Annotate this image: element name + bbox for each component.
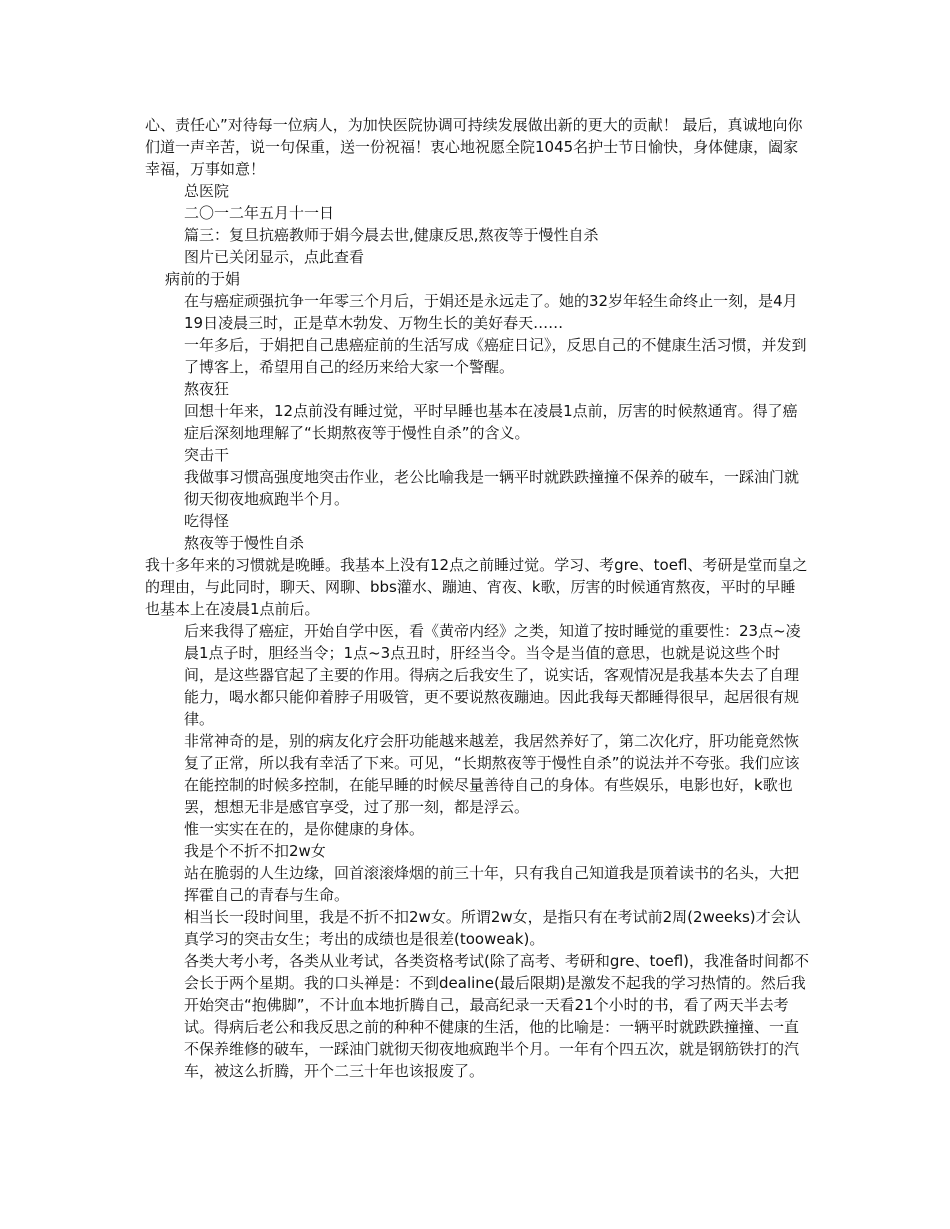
paragraph-2w-definition: 相当长一段时间里，我是不折不扣2w女。所谓2w女，是指只有在考试前2周(2weeks)才会认真学习的突击女生；考出的成绩也是很差(tooweak)。 (184, 908, 801, 948)
paragraph-passing: 在与癌症顽强抗争一年零三个月后，于娟还是永远走了。她的32岁年轻生命终止一刻，是4月19日凌晨三时，正是草木勃发、万物生长的美好春天…… (184, 292, 798, 332)
paragraph-tcm: 后来我得了癌症，开始自学中医，看《黄帝内经》之类，知道了按时睡觉的重要性：23点~凌晨1点子时，胆经当令；1点~3点丑时，肝经当令。当令是当值的意思，也就是说这些个时间，是这些器官起了主要的作用。得病之后我安生了，说实话，客观情况是我基本失去了自理能力，喝水都只能仰着脖子用吸管，更不要说熬夜蹦迪。因此我每天都睡得很早，起居很有规律。 (184, 622, 801, 728)
subheading-2w: 我是个不折不扣2w女 (184, 842, 326, 860)
document-body (145, 114, 810, 1082)
paragraph-exams: 各类大考小考，各类从业考试，各类资格考试(除了高考、考研和gre、toefl)，我准备时间都不会长于两个星期。我的口头禅是：不到dealine(最后限期)是激发不起我的学习热情的。然后我开始突击“抱佛脚”，不计血本地折腾自己，最高纪录一天看21个小时的书，看了两天半去考试。得病后老公和我反思之前的种种不健康的生活，他的比喻是：一辆平时就跌跌撞撞、一直不保养维修的破车，一踩油门就彻天彻夜地疯跑半个月。一年有个四五次，就是钢筋铁打的汽车，被这么折腾，开个二三十年也该报废了。 (184, 952, 810, 1080)
paragraph-health: 惟一实实在在的，是你健康的身体。 (184, 820, 425, 838)
paragraph-late-nights: 回想十年来，12点前没有睡过觉，平时早睡也基本在凌晨1点前，厉害的时候熬通宵。得了癌症后深刻地理解了“长期熬夜等于慢性自杀”的含义。 (184, 402, 798, 442)
image-caption: 病前的于娟 (165, 270, 241, 288)
paragraph-recovery: 非常神奇的是，别的病友化疗会肝功能越来越差，我居然养好了，第二次化疗，肝功能竟然恢复了正常，所以我有幸活了下来。可见，“长期熬夜等于慢性自杀”的说法并不夸张。我们应该在能控制的时候多控制，在能早睡的时候尽量善待自己的身体。有些娱乐，电影也好，k歌也罢，想想无非是感官享受，过了那一刻，都是浮云。 (184, 732, 800, 816)
paragraph-signature-date: 二〇一二年五月十一日 (184, 204, 335, 222)
subheading-cramming: 突击干 (184, 446, 230, 464)
paragraph-sleep-habits: 我十多年来的习惯就是晚睡。我基本上没有12点之前睡过觉。学习、考gre、toefl、考研是堂而皇之的理由，与此同时，聊天、网聊、bbs灌水、蹦迪、宵夜、k歌，厉害的时候通宵熬夜，平时的早睡也基本上在凌晨1点前后。 (145, 556, 808, 618)
image-placeholder-link[interactable]: 图片已关闭显示，点此查看 (184, 248, 365, 266)
paragraph-reflection: 站在脆弱的人生边缘，回首滚滚烽烟的前三十年，只有我自己知道我是顶着读书的名头，大把挥霍自己的青春与生命。 (184, 864, 800, 904)
paragraph-cramming: 我做事习惯高强度地突击作业，老公比喻我是一辆平时就跌跌撞撞不保养的破车，一踩油门就彻天彻夜地疯跑半个月。 (184, 468, 800, 508)
subheading-staying-up: 熬夜等于慢性自杀 (184, 534, 305, 552)
paragraph-signature-hospital: 总医院 (184, 182, 230, 200)
paragraph-closing-wishes: 心、责任心”对待每一位病人，为加快医院协调可持续发展做出新的更大的贡献！ 最后，真诚地向你们道一声辛苦，说一句保重，送一份祝福！衷心地祝愿全院1045名护士节日愉快，身体健康，阖家幸福，万事如意！ (145, 116, 803, 178)
subheading-night-owl: 熬夜狂 (184, 380, 230, 398)
paragraph-diary: 一年多后，于娟把自己患癌症前的生活写成《癌症日记》，反思自己的不健康生活习惯，并发到了博客上，希望用自己的经历来给大家一个警醒。 (184, 336, 807, 376)
section-heading-part-three: 篇三：复旦抗癌教师于娟今晨去世,健康反思,熬夜等于慢性自杀 (184, 226, 599, 244)
subheading-odd-eating: 吃得怪 (184, 512, 230, 530)
